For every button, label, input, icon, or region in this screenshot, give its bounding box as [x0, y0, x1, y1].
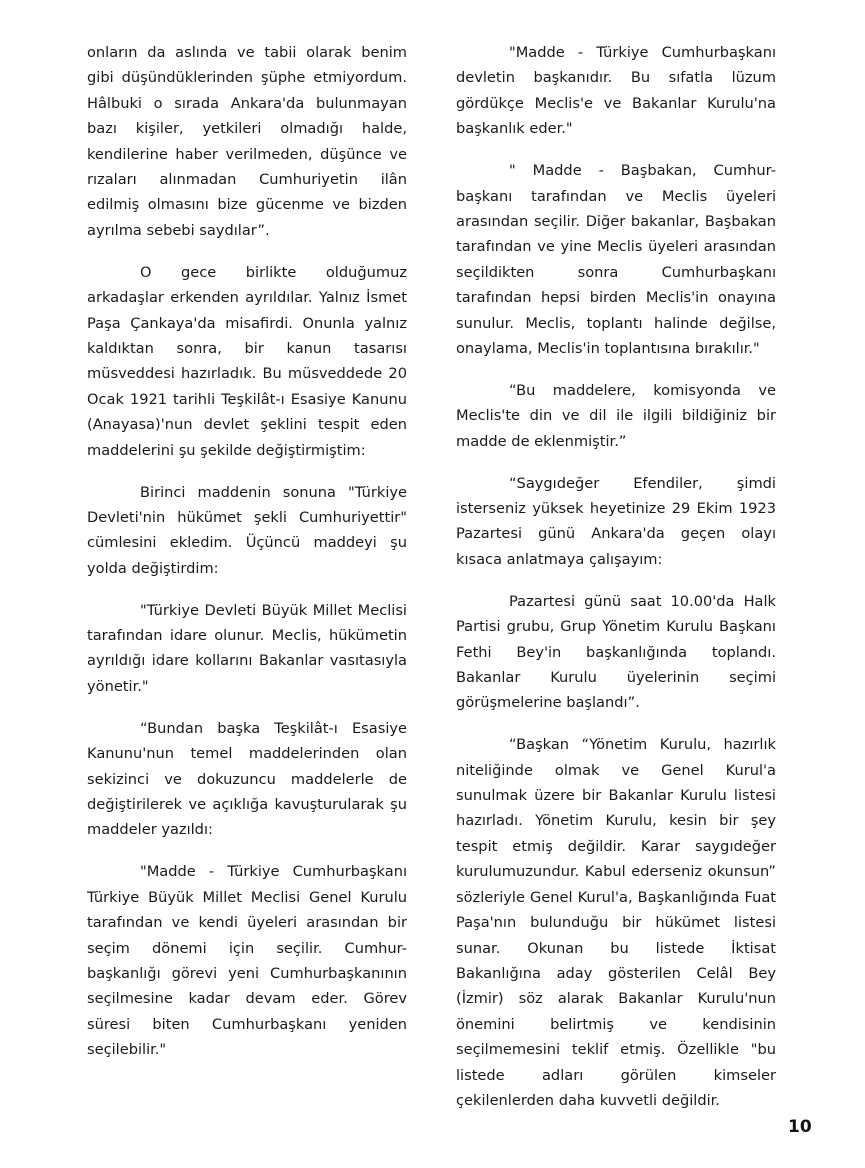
paragraph: onların da aslında ve tabii olarak benim gibi düşündüklerinden şüphe etmiyordum. Hâlbuki o sırada Ankara'da bulunmayan bazı kişiler, yetkileri olmadığı halde, kendilerine haber verilmeden, düşünce ve rızaları alınmadan Cumhuriyetin ilân edilmiş olmasını bize gücenme ve bizden ayrılma sebebi saydılar”.: [87, 44, 407, 239]
paragraph: O gece birlikte olduğumuz arkadaşlar erkenden ayrıldılar. Yalnız İsmet Paşa Çankaya'da misafirdi. Onunla yalnız kaldıktan sonra, bir kanun tasarısı müsveddesi hazırladık. Bu müsveddede 20 Ocak 1921 tarihli Teşkilât-ı Esasiye Kanunu (Anayasa)'nun devlet şeklini tespit eden maddelerini şu şekilde değiştirmiştim:: [87, 263, 407, 459]
paragraph: “Saygıdeğer Efendiler, şimdi isterseniz yüksek heyetinize 29 Ekim 1923 Pazartesi günü Ankara'da geçen olayı kısaca anlatmaya çalışayım:: [456, 474, 776, 568]
paragraph: “Bundan başka Teşkilât-ı Esasiye Kanunu'nun temel maddelerinden olan sekizinci ve dokuzuncu maddelerle de değiştirilerek ve açıklığa kavuşturularak şu maddeler yazıldı:: [87, 719, 407, 839]
paragraph: "Madde - Türkiye Cumhurbaşkanı Türkiye Büyük Millet Meclisi Genel Kurulu tarafından ve kendi üyeleri arasından bir seçim dönemi için seçilir. Cumhur-başkanlığı görevi yeni Cumhurbaşkanının seçilmesine kadar devam eder. Görev süresi biten Cumhurbaşkanı yeniden seçilebilir.": [87, 863, 407, 1059]
paragraph: “Başkan “Yönetim Kurulu, hazırlık niteliğinde olmak ve Genel Kurul'a sunulmak üzere bir Bakanlar Kurulu listesi hazırladı. Yönetim Kurulu, kesin bir şey tespit etmiş değildir. Karar saygıdeğer kurulumuzundur. Kabul ederseniz okunsun” sözleriyle Genel Kurul'a, Başkanlığında Fuat Paşa'nın bulunduğu bir hükümet listesi sunar. Okunan bu listede İktisat Bakanlığına aday gösterilen Celâl Bey (İzmir) söz alarak Bakanlar Kurulu'nun önemini belirtmiş ve kendisinin seçilmemesini teklif etmiş. Özellikle "bu listede adları görülen kimseler çekilenlerden daha kuvvetli değildir.: [456, 736, 776, 1109]
paragraph: “Bu maddelere, komisyonda ve Meclis'te din ve dil ile ilgili bildiğiniz bir madde de eklenmiştir.”: [456, 381, 776, 450]
paragraph: Pazartesi günü saat 10.00'da Halk Partisi grubu, Grup Yönetim Kurulu Başkanı Fethi Bey'in başkanlığında toplandı. Bakanlar Kurulu üyelerinin seçimi görüşmelerine başlandı”.: [456, 592, 776, 712]
paragraph: "Türkiye Devleti Büyük Millet Meclisi tarafından idare olunur. Meclis, hükümetin ayrıldığı idare kollarını Bakanlar vasıtasıyla yönetir.": [87, 601, 407, 695]
paragraph: " Madde - Başbakan, Cumhur-başkanı tarafından ve Meclis üyeleri arasından seçilir. Diğer bakanlar, Başbakan tarafından ve yine Meclis üyeleri arasından seçildikten sonra Cumhurbaşkanı tarafından hepsi birden Meclis'in onayına sunulur. Meclis, toplantı halinde değilse, onaylama, Meclis'in toplantısına bırakılır.": [456, 162, 776, 357]
paragraph: "Madde - Türkiye Cumhurbaşkanı devletin başkanıdır. Bu sıfatla lüzum gördükçe Meclis'e ve Bakanlar Kurulu'na başkanlık eder.": [456, 44, 776, 138]
right-column: [456, 40, 776, 1130]
left-column: [87, 40, 407, 1079]
paragraph: Birinci maddenin sonuna "Türkiye Devleti'nin hükümet şekli Cumhuriyettir" cümlesini ekledim. Üçüncü maddeyi şu yolda değiştirdim:: [87, 483, 407, 577]
page-number: 10: [788, 1117, 812, 1137]
